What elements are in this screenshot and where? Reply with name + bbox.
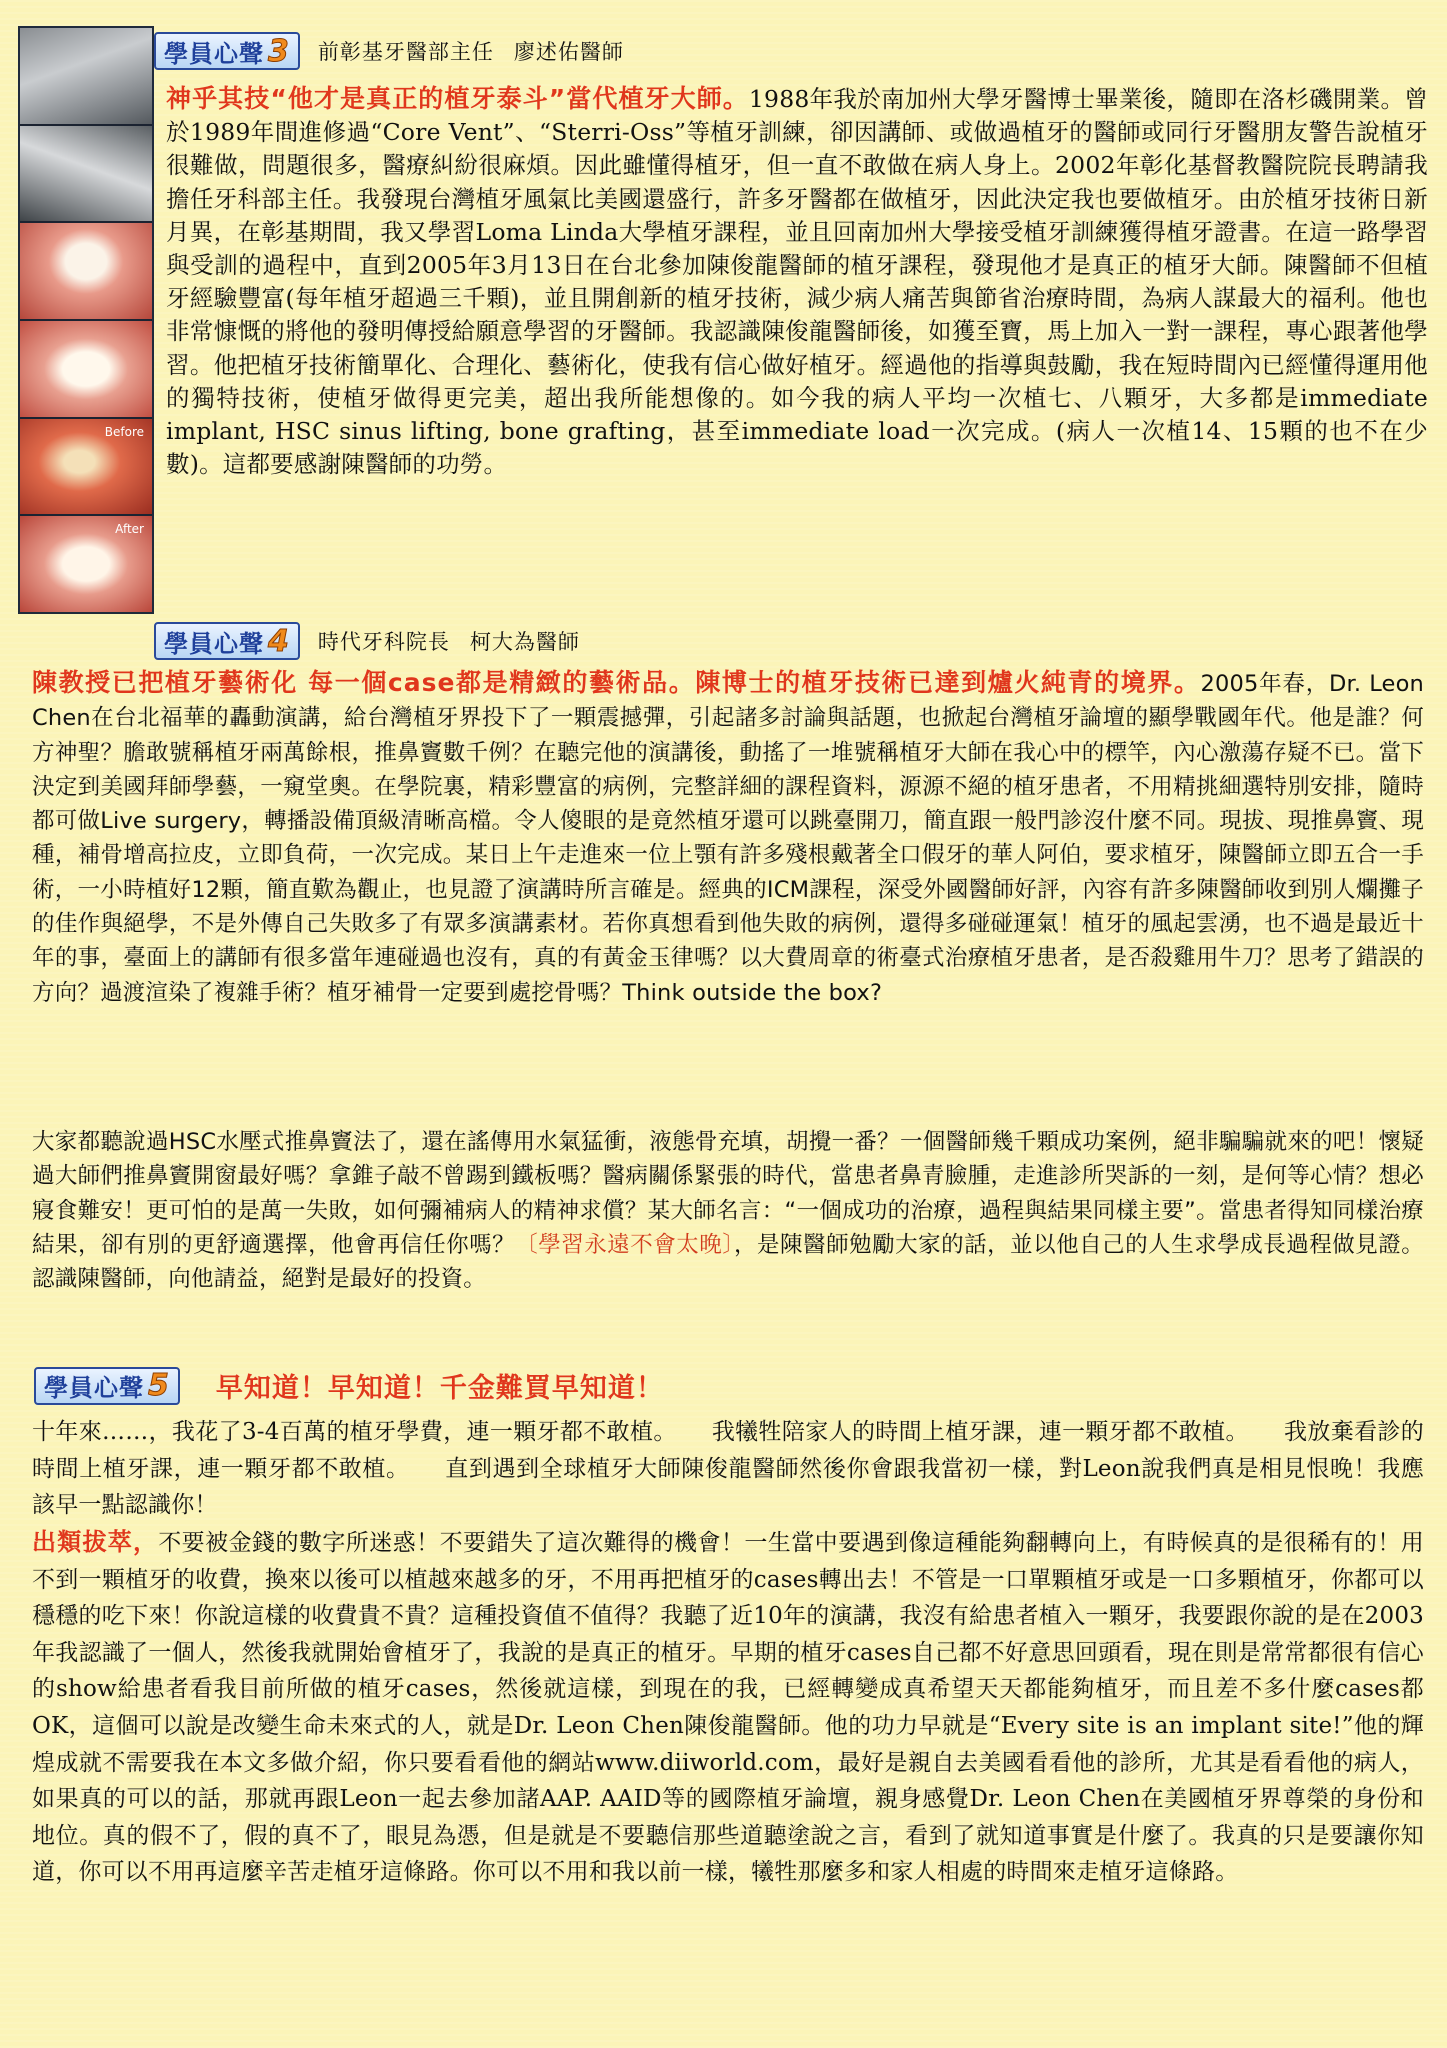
teeth-photo-after xyxy=(20,516,152,612)
voice5-paragraph-1 xyxy=(32,1414,1424,1524)
clinical-photo-strip xyxy=(18,26,154,614)
voice5-paragraph-2 xyxy=(32,1524,1424,1891)
xray-image xyxy=(20,126,152,224)
voice4-badge-label: 學員心聲 xyxy=(164,629,264,658)
voice3-paragraph xyxy=(166,82,1428,481)
voice5-body-1: 十年來……，我花了3-4百萬的植牙學費，連一顆牙都不敢植。 我犧牲陪家人的時間上植牙課，連一顆牙都不敢植。 我放棄看診的時間上植牙課，連一顆牙都不敢植。 直到遇到全球植牙大師陳俊龍醫師然後你會跟我當初一樣，對Leon說我們真是相見恨晚！我應該早一點認識你！ xyxy=(32,1419,1424,1519)
voice3-badge xyxy=(154,32,300,70)
voice3-author-name: 廖述佑醫師 xyxy=(513,40,624,64)
voice4-motto: 〔學習永遠不會太晚〕 xyxy=(515,1231,735,1258)
voice5-headline: 早知道！早知道！千金難買早知道！ xyxy=(215,1373,664,1404)
voice5-badge-number: 5 xyxy=(148,1368,170,1403)
voice4-author-title: 時代牙科院長 xyxy=(317,630,450,654)
voice3-header xyxy=(154,32,624,70)
before-caption: Before xyxy=(104,424,144,439)
teeth-photo xyxy=(20,321,152,419)
after-caption: After xyxy=(115,522,144,537)
voice4-paragraph-2 xyxy=(32,1125,1424,1296)
voice3-badge-label: 學員心聲 xyxy=(164,39,264,68)
voice3-author xyxy=(318,36,624,66)
voice4-badge xyxy=(154,622,300,660)
teeth-photo-before xyxy=(20,419,152,517)
xray-image xyxy=(20,28,152,126)
voice4-author xyxy=(318,626,580,656)
voice4-body-1: 2005年春，Dr. Leon Chen在台北福華的轟動演講，給台灣植牙界投下了一顆震撼彈，引起諸多討論與話題，也掀起台灣植牙論壇的顯學戰國年代。他是誰？何方神聖？膽敢號稱植牙兩萬餘根，推鼻竇數千例？在聽完他的演講後，動搖了一堆號稱植牙大師在我心中的標竿，內心激蕩存疑不已。當下決定到美國拜師學藝，一窺堂奧。在學院裏，精彩豐富的病例，完整詳細的課程資料，源源不絕的植牙患者，不用精挑細選特別安排，隨時都可做Live surgery，轉播設備頂級清晰高檔。令人傻眼的是竟然植牙還可以跳臺開刀，簡直跟一般門診沒什麼不同。現拔、現推鼻竇、現種，補骨增高拉皮，立即負荷，一次完成。某日上午走進來一位上顎有許多殘根戴著全口假牙的華人阿伯，要求植牙，陳醫師立即五合一手術，一小時植好12顆，簡直歎為觀止，也見證了演講時所言確是。經典的ICM課程，深受外國醫師好評，內容有許多陳醫師收到別人爛攤子的佳作與絕學，不是外傳自己失敗多了有眾多演講素材。若你真想看到他失敗的病例，還得多碰碰運氣！植牙的風起雲湧，也不過是最近十年的事，臺面上的講師有很多當年連碰過也沒有，真的有黃金玉律嗎？以大費周章的術臺式治療植牙患者，是否殺雞用牛刀？思考了錯誤的方向？過渡渲染了複雜手術？植牙補骨一定要到處挖骨嗎？Think outside the box? xyxy=(32,671,1425,1006)
voice5-badge xyxy=(34,1367,180,1405)
voice4-body-2-post: ，是陳醫師勉勵大家的話，並以他自己的人生求學成長過程做見證。認識陳醫師，向他請益，絕對是最好的投資。 xyxy=(32,1231,1424,1293)
voice4-badge-number: 4 xyxy=(268,623,290,659)
voice5-badge-label: 學員心聲 xyxy=(44,1374,144,1402)
voice5-header xyxy=(34,1366,664,1405)
voice4-headline: 陳教授已把植牙藝術化 每一個case都是精緻的藝術品。陳博士的植牙技術已達到爐火純青的境界。 xyxy=(32,668,1201,697)
voice5-body-2: 不要被金錢的數字所迷惑！不要錯失了這次難得的機會！一生當中要遇到像這種能夠翻轉向上，有時候真的是很稀有的！用不到一顆植牙的收費，換來以後可以植越來越多的牙，不用再把植牙的cases轉出去！不管是一口單顆植牙或是一口多顆植牙，你都可以穩穩的吃下來！你說這樣的收費貴不貴？這種投資值不值得？我聽了近10年的演講，我沒有給患者植入一顆牙，我要跟你說的是在2003年我認識了一個人，然後我就開始會植牙了，我說的是真正的植牙。早期的植牙cases自己都不好意思回頭看，現在則是常常都很有信心的show給患者看我目前所做的植牙cases，然後就這樣，到現在的我，已經轉變成真希望天天都能夠植牙，而且差不多什麼cases都OK，這個可以說是改變生命未來式的人，就是Dr. Leon Chen陳俊龍醫師。他的功力早就是“Every site is an implant site!”他的輝煌成就不需要我在本文多做介紹，你只要看看他的網站www.diiworld.com，最好是親自去美國看看他的診所，尤其是看看他的病人，如果真的可以的話，那就再跟Leon一起去參加諸AAP. AAID等的國際植牙論壇，親身感覺Dr. Leon Chen在美國植牙界尊榮的身份和地位。真的假不了，假的真不了，眼見為憑，但是就是不要聽信那些道聽塗說之言，看到了就知道事實是什麼了。我真的只是要讓你知道，你可以不用再這麼辛苦走植牙這條路。你可以不用和我以前一樣，犧牲那麼多和家人相處的時間來走植牙這條路。 xyxy=(32,1530,1424,1886)
voice3-body: 1988年我於南加州大學牙醫博士畢業後，隨即在洛杉磯開業。曾於1989年間進修過“Core Vent”、“Sterri-Oss”等植牙訓練，卻因講師、或做過植牙的醫師或同行牙醫朋友警告說植牙很難做，問題很多，醫療糾紛很麻煩。因此雖懂得植牙，但一直不敢做在病人身上。2002年彰化基督教醫院院長聘請我擔任牙科部主任。我發現台灣植牙風氣比美國還盛行，許多牙醫都在做植牙，因此決定我也要做植牙。由於植牙技術日新月異，在彰基期間，我又學習Loma Linda大學植牙課程，並且回南加州大學接受植牙訓練獲得植牙證書。在這一路學習與受訓的過程中，直到2005年3月13日在台北參加陳俊龍醫師的植牙課程，發現他才是真正的植牙大師。陳醫師不但植牙經驗豐富(每年植牙超過三千顆)，並且開創新的植牙技術，減少病人痛苦與節省治療時間，為病人謀最大的福利。他也非常慷慨的將他的發明傳授給願意學習的牙醫師。我認識陳俊龍醫師後，如獲至寶，馬上加入一對一課程，專心跟著他學習。他把植牙技術簡單化、合理化、藝術化，使我有信心做好植牙。經過他的指導與鼓勵，我在短時間內已經懂得運用他的獨特技術，使植牙做得更完美，超出我所能想像的。如今我的病人平均一次植七、八顆牙，大多都是immediate implant, HSC sinus lifting, bone grafting，甚至immediate load一次完成。(病人一次植14、15顆的也不在少數)。這都要感謝陳醫師的功勞。 xyxy=(166,85,1428,479)
voice3-headline: 神乎其技“他才是真正的植牙泰斗”當代植牙大師。 xyxy=(166,84,749,113)
voice3-badge-number: 3 xyxy=(268,33,290,69)
teeth-photo xyxy=(20,223,152,321)
voice4-paragraph-1 xyxy=(32,666,1424,1010)
voice4-body-2-pre: 大家都聽說過HSC水壓式推鼻竇法了，還在謠傳用水氣猛衝，液態骨充填，胡攪一番？一個醫師幾千顆成功案例，絕非騙騙就來的吧！懷疑過大師們推鼻竇開窗最好嗎？拿錐子敲不曾踢到鐵板嗎？醫病關係緊張的時代，當患者鼻青臉腫，走進診所哭訴的一刻，是何等心情？想必寢食難安！更可怕的是萬一失敗，如何彌補病人的精神求償？某大師名言：“一個成功的治療，過程與結果同樣主要”。當患者得知同樣治療結果，卻有別的更舒適選擇，他會再信任你嗎？ xyxy=(32,1129,1424,1258)
voice4-header xyxy=(154,622,580,660)
voice4-author-name: 柯大為醫師 xyxy=(469,630,580,654)
voice3-author-title: 前彰基牙醫部主任 xyxy=(317,40,494,64)
voice5-lead: 出類拔萃， xyxy=(32,1528,159,1556)
